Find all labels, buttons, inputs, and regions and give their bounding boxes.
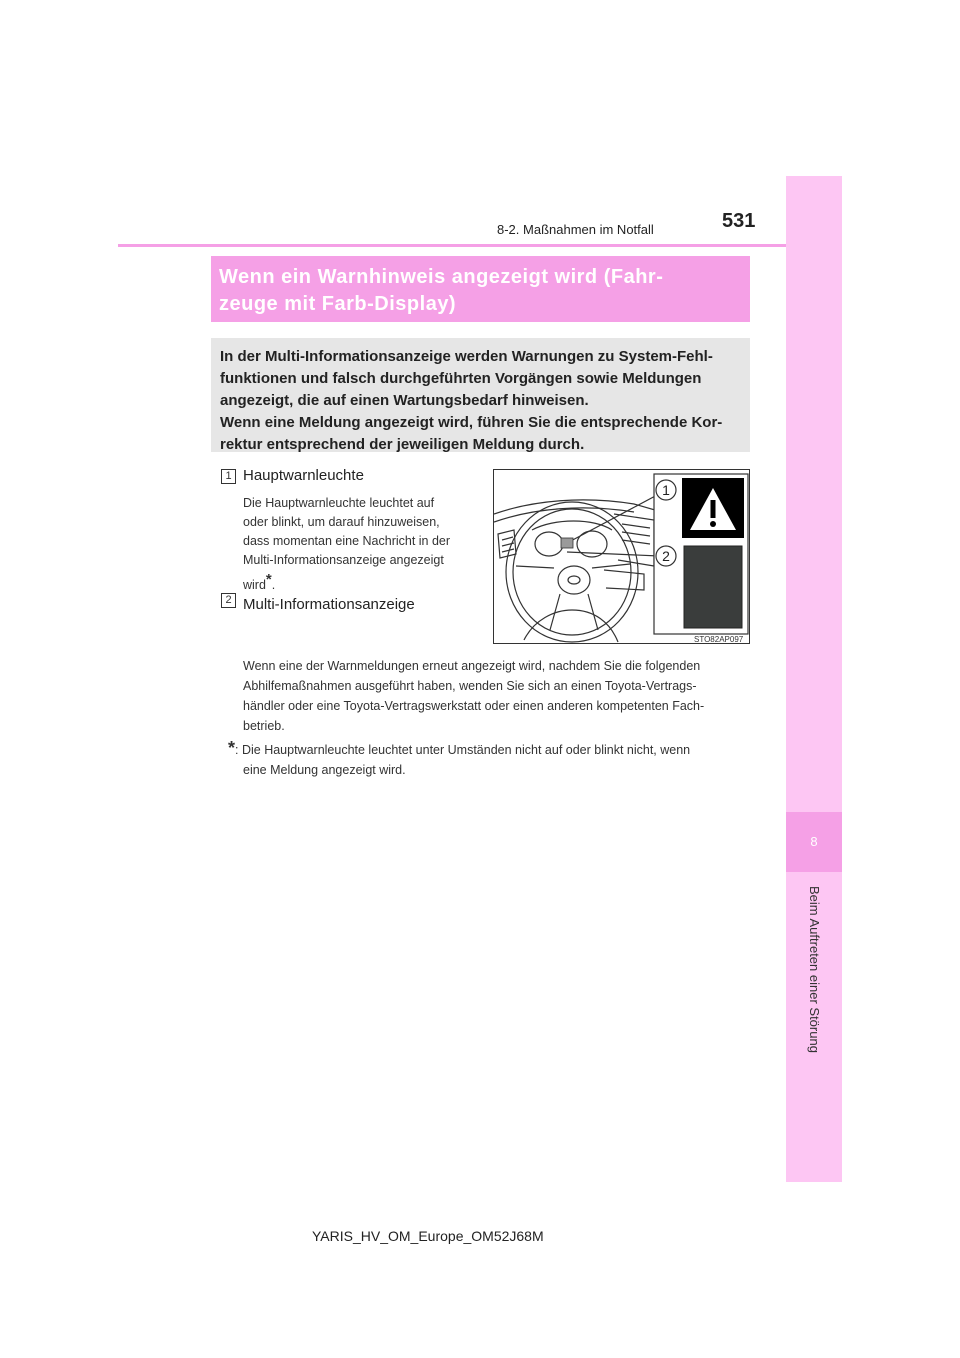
page-number: 531 bbox=[722, 210, 756, 232]
item-description bbox=[243, 494, 465, 595]
dashboard-illustration bbox=[493, 469, 750, 644]
intro-line: rektur entsprechend der jeweiligen Meldung durch. bbox=[220, 436, 585, 453]
paragraph-line: betrieb. bbox=[243, 719, 285, 733]
chapter-number-tab bbox=[786, 812, 842, 872]
intro-text bbox=[220, 346, 741, 456]
item-number-badge: 2 bbox=[221, 593, 236, 608]
master-warning-marker bbox=[561, 538, 573, 548]
follow-up-paragraph bbox=[243, 656, 743, 736]
footnote-line: : Die Hauptwarnleuchte leuchtet unter Umständen nicht auf oder blinkt nicht, wenn bbox=[235, 743, 691, 757]
paragraph-line: Abhilfemaßnahmen ausgeführt haben, wenden Sie sich an einen Toyota-Vertrags- bbox=[243, 679, 697, 693]
footnote-marker: * bbox=[228, 738, 236, 758]
description-line: Multi-Informationsanzeige angezeigt bbox=[243, 553, 444, 567]
chapter-title: Beim Auftreten einer Störung bbox=[807, 886, 822, 1053]
item-heading-multi-info: Multi-Informationsanzeige bbox=[243, 596, 415, 613]
intro-box bbox=[211, 338, 750, 452]
intro-line: funktionen und falsch durchgeführten Vorgängen sowie Meldungen bbox=[220, 370, 702, 387]
description-line: dass momentan eine Nachricht in der bbox=[243, 534, 451, 548]
title-line-1: Wenn ein Warnhinweis angezeigt wird (Fahr- bbox=[219, 266, 664, 288]
intro-line: In der Multi-Informationsanzeige werden Warnungen zu System-Fehl- bbox=[220, 348, 713, 365]
item-number-badge: 1 bbox=[221, 469, 236, 484]
header-rule bbox=[118, 244, 786, 247]
callout-1: 1 bbox=[662, 482, 670, 498]
chapter-number: 8 bbox=[810, 834, 818, 849]
document-id: YARIS_HV_OM_Europe_OM52J68M bbox=[312, 1228, 544, 1244]
description-line: Die Hauptwarnleuchte leuchtet auf bbox=[243, 496, 435, 510]
footnote-reference: * bbox=[265, 571, 272, 588]
footnote-line: eine Meldung angezeigt wird. bbox=[243, 763, 406, 777]
callout-2: 2 bbox=[662, 548, 670, 564]
description-line: wird bbox=[243, 578, 266, 593]
section-reference: 8-2. Maßnahmen im Notfall bbox=[497, 222, 654, 237]
paragraph-line: Wenn eine der Warnmeldungen erneut angezeigt wird, nachdem Sie die folgenden bbox=[243, 659, 701, 673]
description-period: . bbox=[271, 578, 276, 593]
figure-code: STO82AP097 bbox=[694, 635, 744, 644]
title-line-2: zeuge mit Farb-Display) bbox=[219, 293, 457, 315]
section-title-box bbox=[211, 256, 750, 322]
multi-info-display bbox=[684, 546, 742, 628]
item-heading-master-warning: Hauptwarnleuchte bbox=[243, 467, 364, 484]
intro-line: Wenn eine Meldung angezeigt wird, führen Sie die entsprechende Kor- bbox=[220, 414, 723, 431]
section-title bbox=[219, 264, 742, 318]
footnote bbox=[228, 738, 743, 780]
dashboard-drawing bbox=[494, 470, 750, 644]
description-line: oder blinkt, um darauf hinzuweisen, bbox=[243, 515, 440, 529]
intro-line: angezeigt, die auf einen Wartungsbedarf hinweisen. bbox=[220, 392, 589, 409]
paragraph-line: händler oder eine Toyota-Vertragswerkstatt oder einen anderen kompetenten Fach- bbox=[243, 699, 705, 713]
